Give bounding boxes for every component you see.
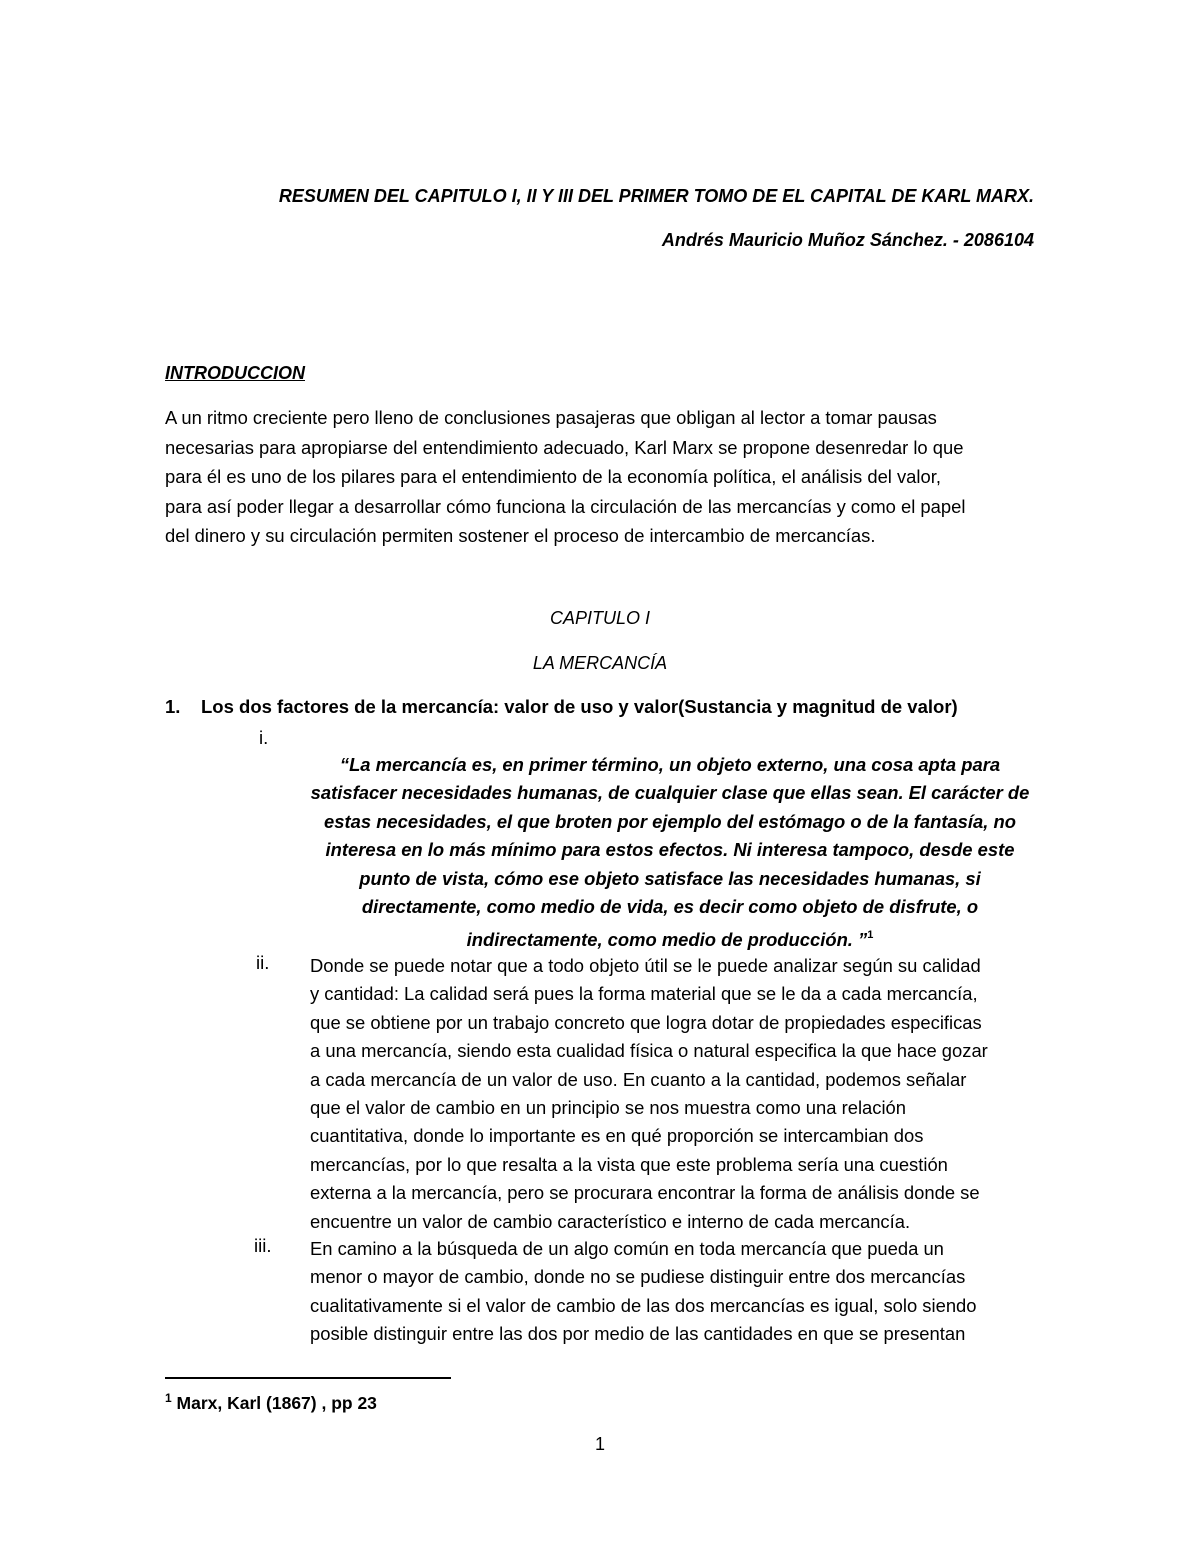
paragraph-line: para él es uno de los pilares para el entendimiento de la economía política, el análisis del valor, [165, 466, 941, 488]
paragraph-line: a cada mercancía de un valor de uso. En cuanto a la cantidad, podemos señalar [310, 1068, 967, 1090]
quote-line: directamente, como medio de vida, es decir como objeto de disfrute, o [361, 896, 979, 918]
paragraph-line: para así poder llegar a desarrollar cómo funciona la circulación de las mercancías y como el papel [165, 495, 966, 517]
quote-line: satisfacer necesidades humanas, de cualquier clase que ellas sean. El carácter de [310, 782, 1030, 804]
quote-line: estas necesidades, el que broten por ejemplo del estómago o de la fantasía, no [324, 810, 1016, 832]
footnote-reference[interactable]: 1 [867, 929, 874, 942]
paragraph-line: menor o mayor de cambio, donde no se pudiese distinguir entre dos mercancías [310, 1266, 966, 1288]
introduction-paragraph [165, 403, 1035, 551]
block-quote [300, 751, 1040, 955]
footnote-text: Marx, Karl (1867) , pp 23 [171, 1393, 377, 1413]
introduction-heading: INTRODUCCION [165, 363, 305, 383]
list-marker-i: i. [259, 727, 269, 748]
paragraph-line: mercancías, por lo que resalta a la vista que este problema sería una cuestión [310, 1153, 948, 1175]
quote-line: indirectamente, como medio de producción. ” [466, 929, 868, 951]
list-marker-iii: iii. [254, 1235, 272, 1256]
quote-line-last [300, 921, 1040, 954]
paragraph-line: Donde se puede notar que a todo objeto útil se le puede analizar según su calidad [310, 955, 981, 976]
author-line: Andrés Mauricio Muñoz Sánchez. - 2086104 [661, 230, 1034, 250]
section-heading-text: Los dos factores de la mercancía: valor de uso y valor(Sustancia y magnitud de valor) [201, 696, 958, 717]
paragraph-line: En camino a la búsqueda de un algo común en toda mercancía que pueda un [310, 1238, 944, 1259]
document-title: RESUMEN DEL CAPITULO I, II Y III DEL PRIMER TOMO DE EL CAPITAL DE KARL MARX. [278, 186, 1034, 206]
chapter-title: CAPITULO I [549, 608, 651, 628]
page-number: 1 [594, 1434, 605, 1454]
paragraph-line: del dinero y su circulación permiten sostener el proceso de intercambio de mercancías. [165, 525, 876, 547]
paragraph-line: y cantidad: La calidad será pues la forma material que se le da a cada mercancía, [310, 983, 978, 1005]
paragraph-line: que se obtiene por un trabajo concreto que logra dotar de propiedades especificas [310, 1011, 982, 1033]
footnote-number: 1 [165, 1391, 172, 1405]
paragraph-line: necesarias para apropiarse del entendimiento adecuado, Karl Marx se propone desenredar lo que [165, 436, 964, 458]
chapter-subtitle: LA MERCANCÍA [532, 653, 668, 673]
footnote-separator [165, 1377, 451, 1379]
paragraph-line: encuentre un valor de cambio característico e interno de cada mercancía. [310, 1210, 911, 1232]
footnote [165, 1391, 377, 1414]
quote-line: interesa en lo más mínimo para estos efectos. Ni interesa tampoco, desde este [325, 839, 1015, 861]
paragraph-line: que el valor de cambio en un principio se nos muestra como una relación [310, 1097, 906, 1119]
quote-line: punto de vista, cómo ese objeto satisface las necesidades humanas, si [359, 867, 981, 889]
list-item-ii-text [310, 952, 1050, 1236]
paragraph-line: posible distinguir entre las dos por medio de las cantidades en que se presentan [310, 1323, 966, 1345]
paragraph-line: externa a la mercancía, pero se procurara encontrar la forma de análisis donde se [310, 1182, 980, 1204]
paragraph-line: a una mercancía, siendo esta cualidad física o natural especifica la que hace gozar [310, 1040, 988, 1062]
section-number: 1. [165, 696, 181, 717]
paragraph-line: cuantitativa, donde lo importante es en qué proporción se intercambian dos [310, 1125, 924, 1147]
list-item-iii-text [310, 1235, 1050, 1349]
list-marker-ii: ii. [256, 952, 270, 973]
paragraph-line: cualitativamente si el valor de cambio de las dos mercancías es igual, solo siendo [310, 1294, 977, 1316]
section-heading [165, 696, 958, 718]
paragraph-line: A un ritmo creciente pero lleno de conclusiones pasajeras que obligan al lector a tomar pausas [165, 407, 937, 428]
quote-line: “La mercancía es, en primer término, un objeto externo, una cosa apta para [339, 754, 1001, 775]
